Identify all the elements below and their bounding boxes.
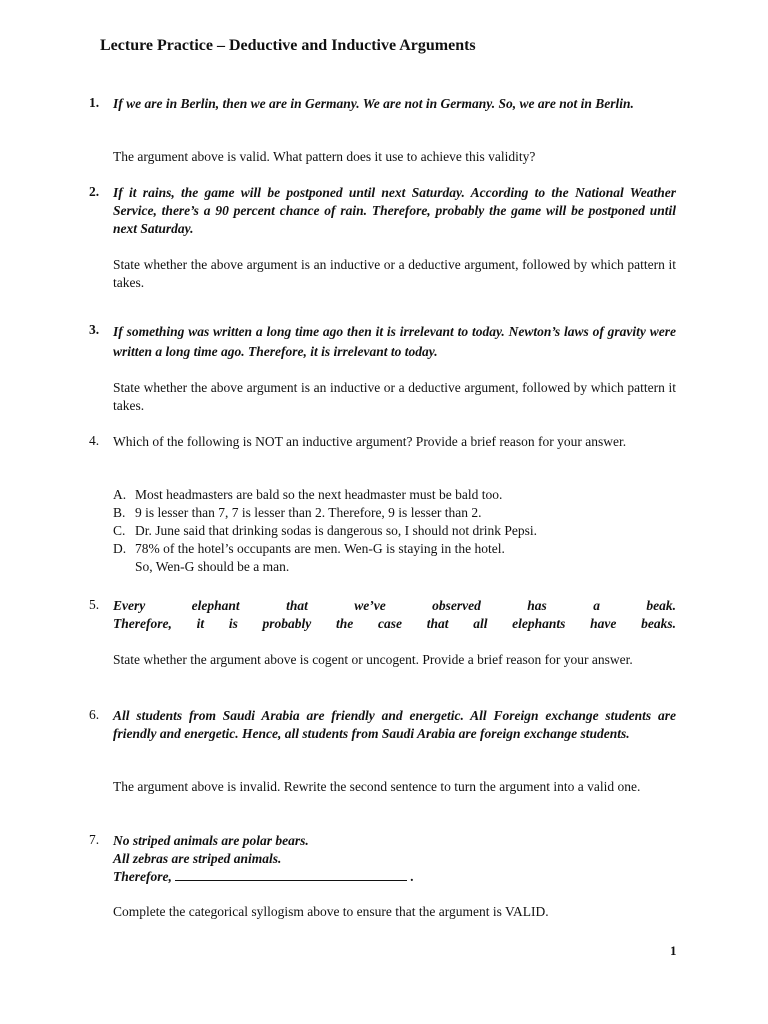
question-number: 6. <box>89 707 100 722</box>
page-number: 1 <box>670 943 677 958</box>
option-letter: C. <box>113 523 126 538</box>
question-instruction: The argument above is valid. What pattern does it use to achieve this validity? <box>113 149 536 164</box>
option-text: Most headmasters are bald so the next headmaster must be bald too. <box>135 487 503 502</box>
option-text: Dr. June said that drinking sodas is dangerous so, I should not drink Pepsi. <box>135 523 537 538</box>
option-letter: A. <box>113 487 127 502</box>
syllogism-conclusion <box>113 868 676 886</box>
option-text: 78% of the hotel’s occupants are men. Wen-G is staying in the hotel. <box>135 541 505 556</box>
option-d <box>113 540 673 576</box>
question-instruction: Complete the categorical syllogism above to ensure that the argument is VALID. <box>113 904 549 919</box>
option-b <box>113 504 673 522</box>
answer-blank[interactable] <box>175 868 407 881</box>
question-number: 7. <box>89 832 100 847</box>
option-text: 9 is lesser than 7, 7 is lesser than 2. Therefore, 9 is lesser than 2. <box>135 505 482 520</box>
question-statement: If we are in Berlin, then we are in Germany. We are not in Germany. So, we are not in Berlin. <box>113 96 634 111</box>
question-number: 3. <box>89 322 100 337</box>
question-instruction: State whether the above argument is an inductive or a deductive argument, followed by which pattern it takes. <box>113 257 676 290</box>
question-instruction: Which of the following is NOT an inductive argument? Provide a brief reason for your answer. <box>113 434 627 449</box>
conclusion-label: Therefore, <box>113 869 172 884</box>
question-statement: All students from Saudi Arabia are friendly and energetic. All Foreign exchange students are friendly and energetic. Hence, all students from Saudi Arabia are foreign exchange students. <box>113 708 676 741</box>
question-number: 4. <box>89 433 100 448</box>
question-statement: If it rains, the game will be postponed until next Saturday. According to the National Weather Service, there’s a 90 percent chance of rain. Therefore, probably the game will be postponed until next Saturday. <box>113 185 676 236</box>
question-statement-line-2: Therefore, it is probably the case that all elephants have beaks. <box>113 616 676 631</box>
conclusion-period: . <box>410 869 414 884</box>
question-statement-line-1: Every elephant that we’ve observed has a beak. <box>113 598 676 613</box>
question-instruction: State whether the argument above is cogent or uncogent. Provide a brief reason for your answer. <box>113 652 633 667</box>
question-statement: If something was written a long time ago then it is irrelevant to today. Newton’s laws of gravity were written a long time ago. Therefore, it is irrelevant to today. <box>113 324 676 359</box>
option-letter: D. <box>113 541 127 556</box>
question-number: 2. <box>89 184 100 199</box>
option-text-continued: So, Wen-G should be a man. <box>135 559 290 574</box>
syllogism-premise-1: No striped animals are polar bears. <box>113 833 309 848</box>
question-instruction: The argument above is invalid. Rewrite the second sentence to turn the argument into a valid one. <box>113 779 641 794</box>
option-c <box>113 522 673 540</box>
question-number: 5. <box>89 597 100 612</box>
page-title: Lecture Practice – Deductive and Inductive Arguments <box>100 37 476 54</box>
option-a <box>113 486 673 504</box>
option-letter: B. <box>113 505 126 520</box>
syllogism-premise-2: All zebras are striped animals. <box>113 851 282 866</box>
question-instruction: State whether the above argument is an inductive or a deductive argument, followed by which pattern it takes. <box>113 380 676 413</box>
question-number: 1. <box>89 95 100 110</box>
